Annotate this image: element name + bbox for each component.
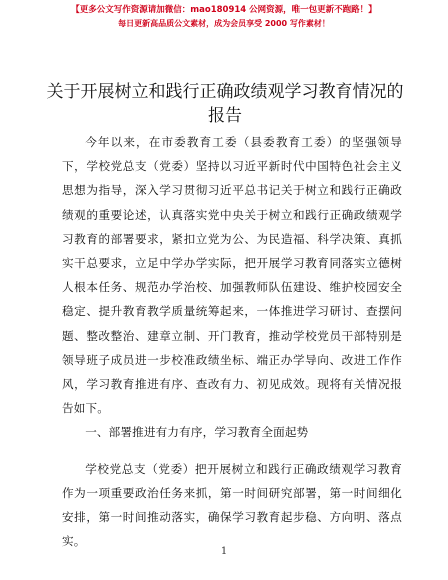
section-paragraph: 学校党总支（党委）把开展树立和践行正确政绩观学习教育作为一项重要政治任务来抓，第一时间研究部署，第一时间细化安排，第一时间推动落实，确保学习教育起步稳、方向明、落点实。 bbox=[62, 461, 402, 549]
promo-banner-line-1: 【更多公文写作资源请加微信：mao180914 公网资源，唯一包更新不跑路！】 bbox=[71, 5, 377, 15]
document-body bbox=[62, 130, 402, 553]
paragraph-spacer bbox=[62, 445, 402, 457]
document-title: 关于开展树立和践行正确政绩观学习教育情况的报告 bbox=[46, 82, 404, 126]
intro-paragraph: 今年以来，在市委教育工委（县委教育工委）的坚强领导下，学校党总支（党委）坚持以习近平新时代中国特色社会主义思想为指导，深入学习贯彻习近平总书记关于树立和践行正确政绩观的重要论述，认真落实党中央关于树立和践行正确政绩观学习教育的部署要求，紧扣立党为公、为民造福、科学决策、真抓实干总要求，立足中学办学实际，把开展学习教育同落实立德树人根本任务、规范办学治校、加强教师队伍建设、维护校园安全稳定、提升教育教学质量统筹起来，一体推进学习研讨、查摆问题、整改整治、建章立制、开门教育，推动学校党员干部特别是领导班子成员进一步校准政绩坐标、端正办学导向、改进工作作风，学习教育推进有序、查改有力、初见成效。现将有关情况报告如下。 bbox=[62, 135, 402, 416]
promo-banner-line-2: 每日更新高品质公文素材，成为会员享受 2000 写作素材！ bbox=[118, 19, 330, 28]
page-number: 1 bbox=[220, 546, 228, 557]
promo-banner bbox=[0, 3, 448, 31]
section-heading: 一、部署推进有力有序，学习教育全面起势 bbox=[85, 425, 309, 440]
